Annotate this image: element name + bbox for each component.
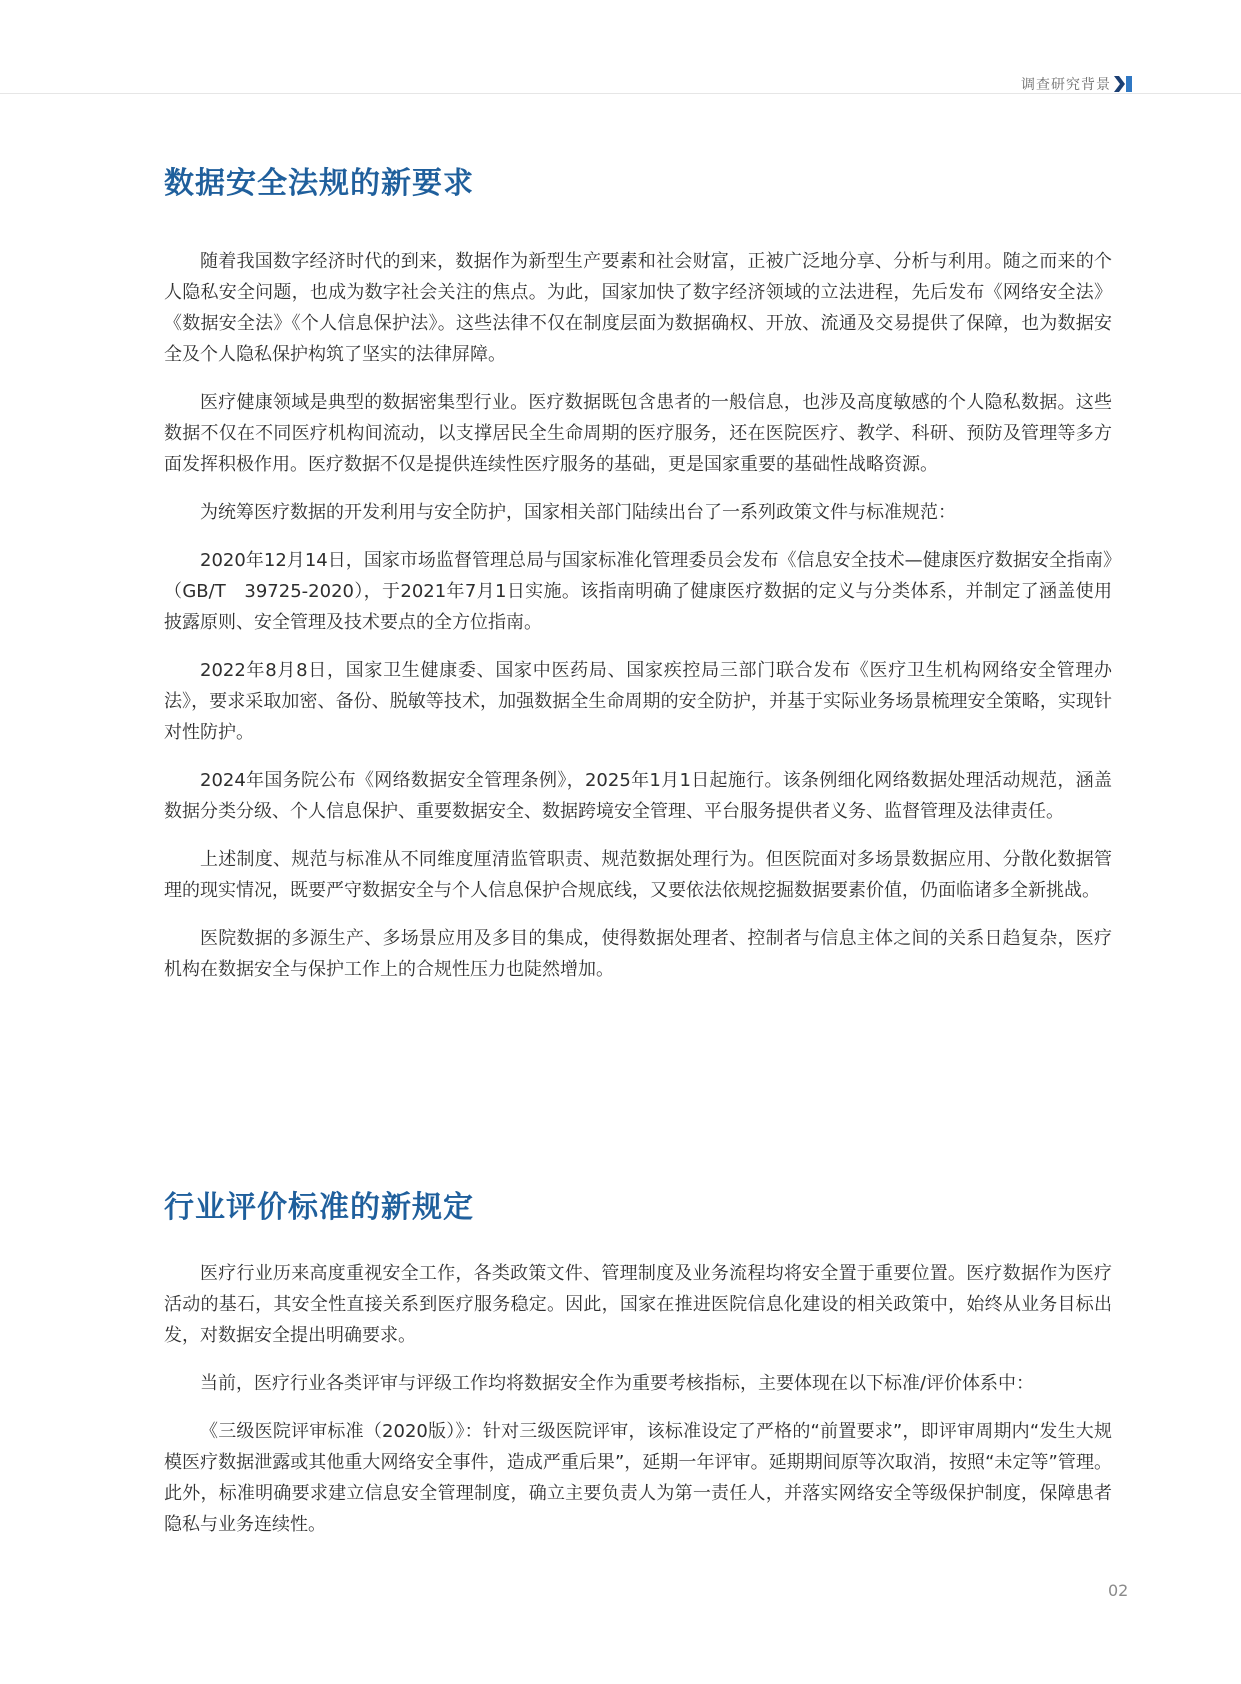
paragraph: 2020年12月14日，国家市场监督管理总局与国家标准化管理委员会发布《信息安全技术—健康医疗数据安全指南》（GB/T 39725-2020），于2021年7月1日实施。该指南明确了健康医疗数据的定义与分类体系，并制定了涵盖使用披露原则、安全管理及技术要点的全方位指南。: [164, 550, 1112, 633]
paragraph: 2024年国务院公布《网络数据安全管理条例》，2025年1月1日起施行。该条例细化网络数据处理活动规范，涵盖数据分类分级、个人信息保护、重要数据安全、数据跨境安全管理、平台服务提供者义务、监督管理及法律责任。: [164, 770, 1112, 822]
section-industry-evaluation-standards: [164, 1188, 1112, 1540]
paragraph: 2022年8月8日，国家卫生健康委、国家中医药局、国家疾控局三部门联合发布《医疗卫生机构网络安全管理办法》，要求采取加密、备份、脱敏等技术，加强数据全生命周期的安全防护，并基于实际业务场景梳理安全策略，实现针对性防护。: [164, 660, 1112, 743]
paragraph: 当前，医疗行业各类评审与评级工作均将数据安全作为重要考核指标，主要体现在以下标准/评价体系中：: [200, 1373, 1035, 1394]
paragraph: 为统筹医疗数据的开发利用与安全防护，国家相关部门陆续出台了一系列政策文件与标准规范：: [200, 502, 956, 523]
running-header: 调查研究背景: [1021, 77, 1111, 93]
section-data-security-regulations: [164, 164, 1112, 985]
paragraph: 医疗健康领域是典型的数据密集型行业。医疗数据既包含患者的一般信息，也涉及高度敏感的个人隐私数据。这些数据不仅在不同医疗机构间流动，以支撑居民全生命周期的医疗服务，还在医院医疗、教学、科研、预防及管理等多方面发挥积极作用。医疗数据不仅是提供连续性医疗服务的基础，更是国家重要的基础性战略资源。: [164, 392, 1112, 475]
section-title: 行业评价标准的新规定: [164, 1190, 474, 1225]
section-title: 数据安全法规的新要求: [164, 166, 474, 201]
paragraph: 随着我国数字经济时代的到来，数据作为新型生产要素和社会财富，正被广泛地分享、分析与利用。随之而来的个人隐私安全问题，也成为数字社会关注的焦点。为此，国家加快了数字经济领域的立法进程，先后发布《网络安全法》《数据安全法》《个人信息保护法》。这些法律不仅在制度层面为数据确权、开放、流通及交易提供了保障，也为数据安全及个人隐私保护构筑了坚实的法律屏障。: [164, 251, 1112, 365]
paragraph: 《三级医院评审标准（2020版）》：针对三级医院评审，该标准设定了严格的“前置要求”，即评审周期内“发生大规模医疗数据泄露或其他重大网络安全事件，造成严重后果”，延期一年评审。延期期间原等次取消，按照“未定等”管理。此外，标准明确要求建立信息安全管理制度，确立主要负责人为第一责任人，并落实网络安全等级保护制度，保障患者隐私与业务连续性。: [164, 1421, 1112, 1535]
double-chevron-bar-icon: [1114, 74, 1134, 94]
page-number: 02: [1108, 1581, 1129, 1600]
paragraph: 医院数据的多源生产、多场景应用及多目的集成，使得数据处理者、控制者与信息主体之间的关系日趋复杂，医疗机构在数据安全与保护工作上的合规性压力也陡然增加。: [164, 928, 1112, 980]
paragraph: 上述制度、规范与标准从不同维度厘清监管职责、规范数据处理行为。但医院面对多场景数据应用、分散化数据管理的现实情况，既要严守数据安全与个人信息保护合规底线，又要依法依规挖掘数据要素价值，仍面临诸多全新挑战。: [164, 849, 1112, 901]
paragraph: 医疗行业历来高度重视安全工作，各类政策文件、管理制度及业务流程均将安全置于重要位置。医疗数据作为医疗活动的基石，其安全性直接关系到医疗服务稳定。因此，国家在推进医院信息化建设的相关政策中，始终从业务目标出发，对数据安全提出明确要求。: [164, 1263, 1112, 1346]
